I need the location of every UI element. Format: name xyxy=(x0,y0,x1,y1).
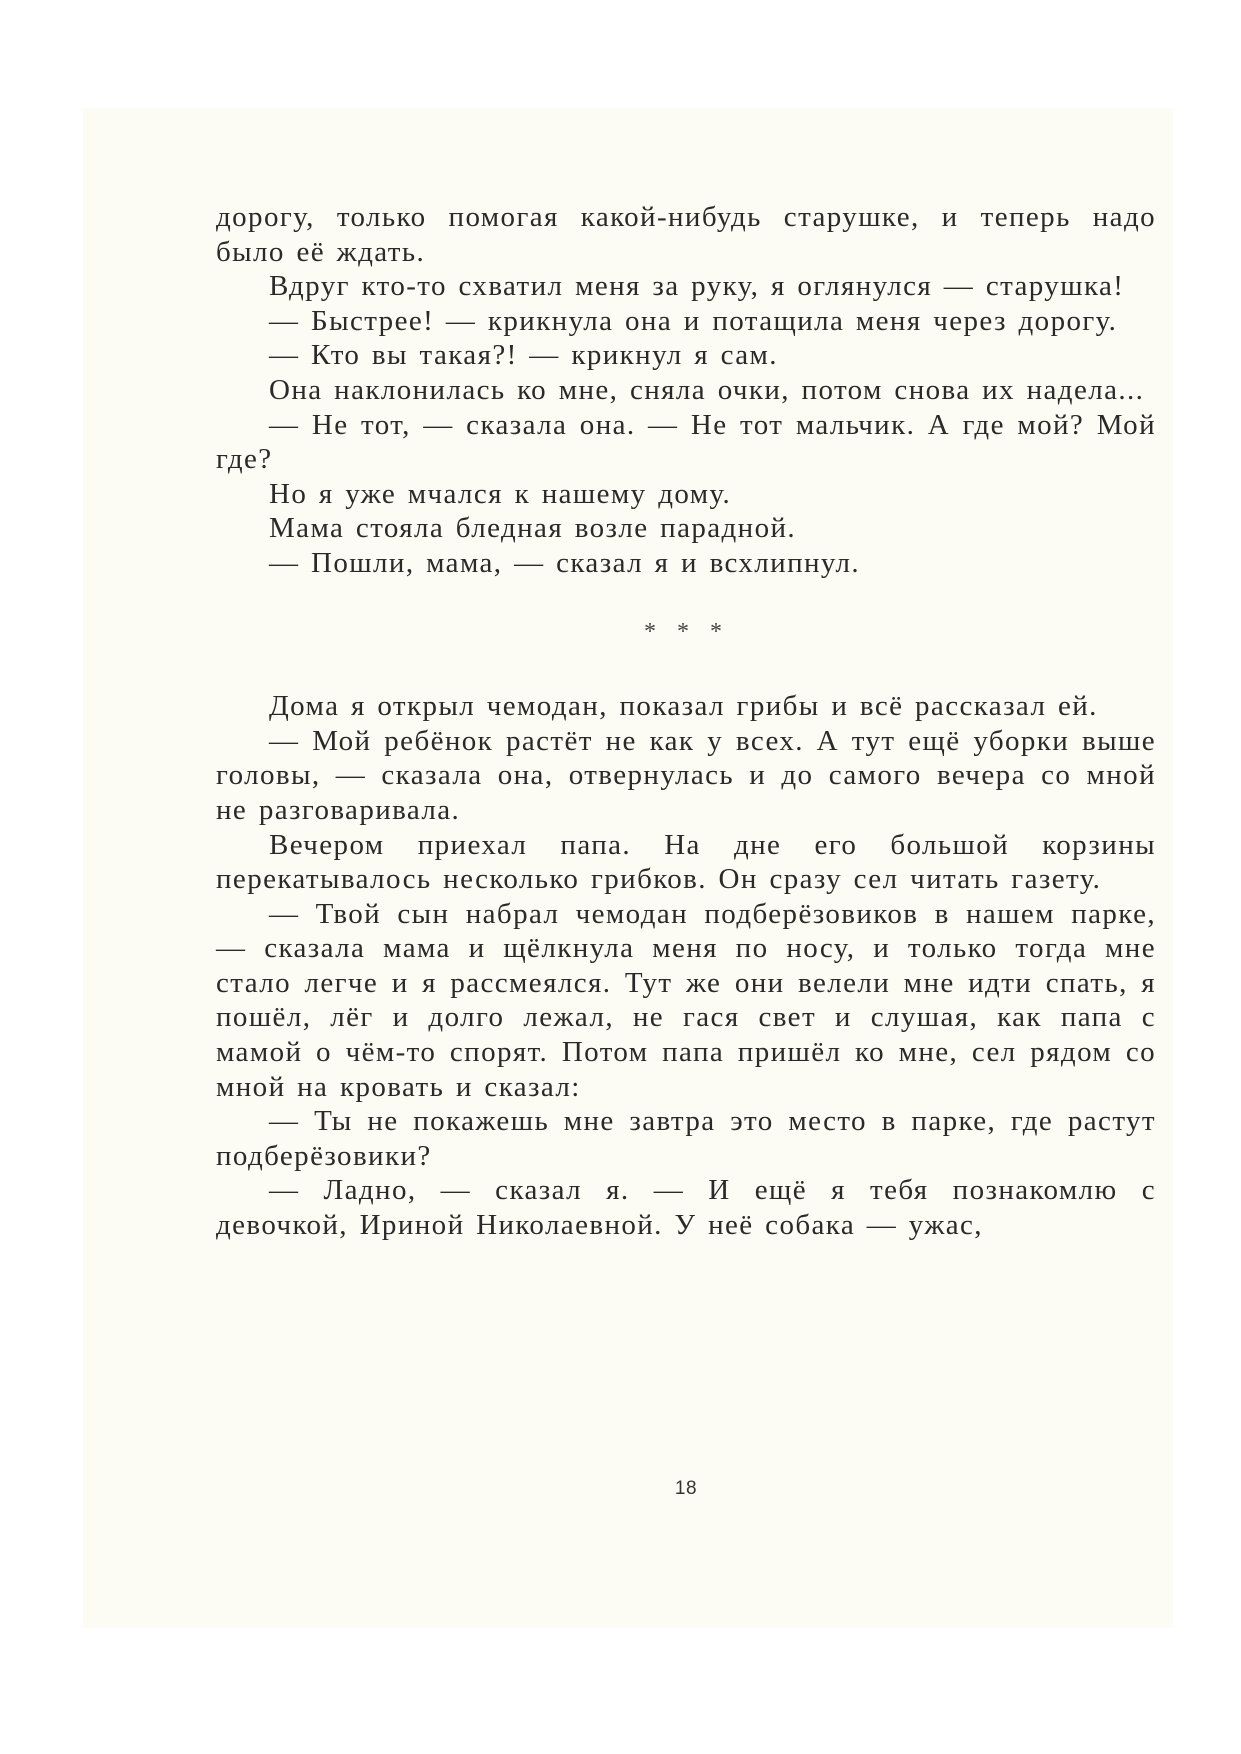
paragraph: Но я уже мчался к нашему дому. xyxy=(269,477,732,510)
paragraph: дорогу, только помогая какой-нибудь старушке, и теперь надо было её ждать. xyxy=(216,201,1156,268)
paragraph: — Мой ребёнок растёт не как у всех. А тут ещё уборки выше головы, — сказала она, отвернулась и до самого вечера со мной не разговаривала. xyxy=(216,724,1156,826)
body-text xyxy=(216,200,1156,1243)
paragraph: — Ладно, — сказал я. — И ещё я тебя познакомлю с девочкой, Ириной Николаевной. У неё собака — ужас, xyxy=(216,1174,1156,1242)
paragraph: — Не тот, — сказала она. — Не тот мальчик. А где мой? Мой где? xyxy=(216,408,1156,476)
paragraph: Дома я открыл чемодан, показал грибы и всё рассказал ей. xyxy=(269,690,1098,723)
paragraph: — Быстрее! — крикнула она и потащила меня через дорогу. xyxy=(269,304,1118,337)
paragraph: Мама стояла бледная возле парадной. xyxy=(269,512,797,545)
page-number: 18 xyxy=(674,1478,698,1499)
paragraph: Она наклонилась ко мне, сняла очки, потом снова их надела... xyxy=(269,373,1145,406)
section-separator: * * * xyxy=(644,618,728,645)
paragraph: — Кто вы такая?! — крикнул я сам. xyxy=(269,339,778,372)
paragraph: Вдруг кто-то схватил меня за руку, я оглянулся — старушка! xyxy=(269,270,1125,303)
paragraph: — Ты не покажешь мне завтра это место в парке, где растут подберёзовики? xyxy=(216,1105,1156,1172)
paragraph: — Пошли, мама, — сказал я и всхлипнул. xyxy=(269,546,861,579)
paragraph: Вечером приехал папа. На дне его большой корзины перекатывалось несколько грибков. Он сразу сел читать газету. xyxy=(216,828,1156,896)
paragraph: — Твой сын набрал чемодан подберёзовиков в нашем парке, — сказала мама и щёлкнула меня по носу, и только тогда мне стало легче и я рассмеялся. Тут же они велели мне идти спать, я пошёл, лёг и долго лежал, не гася свет и слушая, как папа с мамой о чём-то спорят. Потом папа пришёл ко мне, сел рядом со мной на кровать и сказал: xyxy=(216,897,1156,1103)
